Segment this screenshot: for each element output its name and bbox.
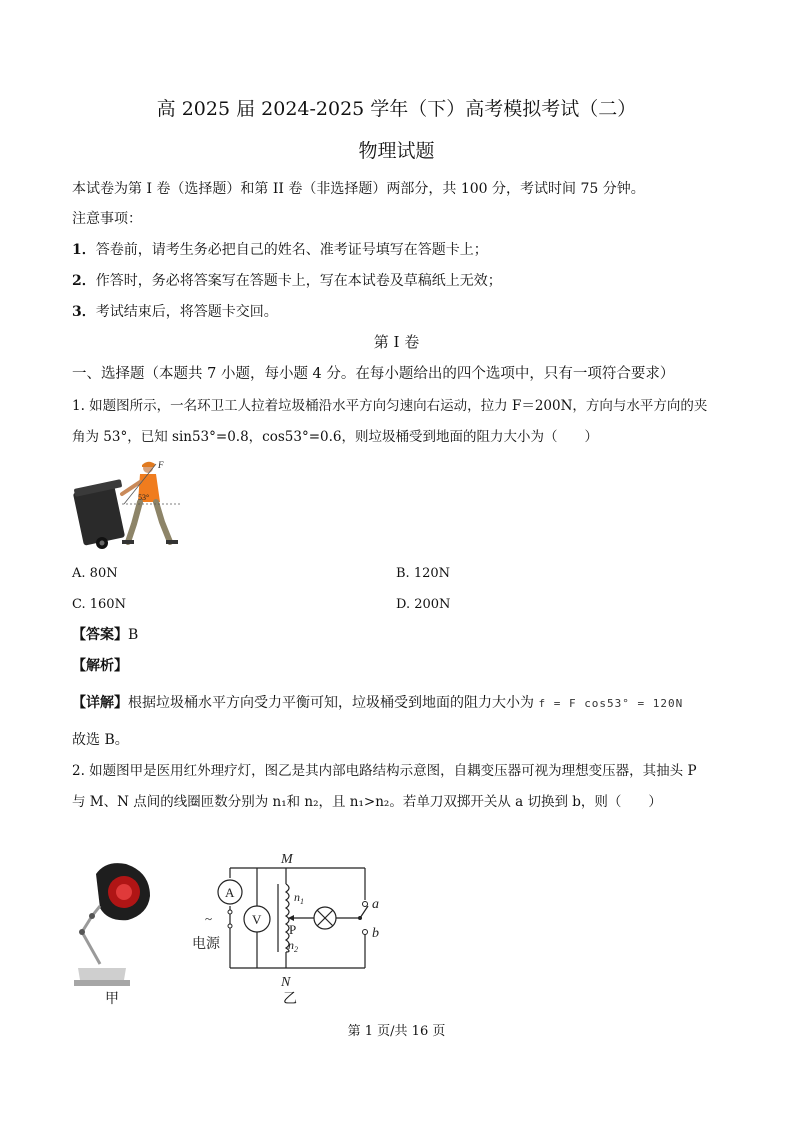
q2-stem-line2: 与 M、N 点间的线圈匝数分别为 n₁和 n₂，且 n₁>n₂。若单刀双掷开关从 a 切换到 b，则（ ） [72, 794, 662, 810]
exam-title: 高 2025 届 2024-2025 学年（下）高考模拟考试（二） [156, 98, 637, 120]
q2-stem-line1: 2. 如题图甲是医用红外理疗灯，图乙是其内部电路结构示意图，自耦变压器可视为理想变压器，其抽头 P [72, 763, 697, 779]
contact-b-icon [363, 930, 368, 935]
force-label: F [158, 460, 164, 470]
intro-text: 本试卷为第 I 卷（选择题）和第 II 卷（非选择题）两部分，共 100 分，考试时间 75 分钟。 [72, 181, 645, 197]
source-terminal-icon [228, 924, 232, 928]
contact-a-icon [363, 902, 368, 907]
infrared-lamp-icon [74, 863, 150, 986]
q1-answer [72, 626, 138, 644]
voltmeter-label: V [252, 912, 262, 927]
svg-text:n1 [294, 890, 304, 906]
switch-pivot-icon [358, 916, 362, 920]
note-text: 考试结束后，将答题卡交回。 [95, 304, 278, 320]
trash-bin-icon [73, 479, 125, 549]
note-number: 3． [72, 304, 96, 320]
q1-option-d [396, 596, 450, 614]
answer-value: B [128, 627, 139, 643]
option-letter: B. [396, 566, 410, 581]
option-letter: A. [72, 566, 86, 581]
q1-option-b [396, 565, 450, 583]
coil-label-n2-sub: 2 [294, 945, 298, 954]
note-text: 作答时，务必将答案写在答题卡上，写在本试卷及草稿纸上无效； [95, 273, 502, 289]
q1-conclusion: 故选 B。 [72, 732, 129, 748]
note-text: 答卷前，请考生务必把自己的姓名、准考证号填写在答题卡上； [95, 242, 488, 258]
q1-analysis-tag: 【解析】 [72, 658, 128, 674]
note-number: 2． [72, 273, 96, 289]
detail-formula: f = F cos53° = 120N [538, 697, 684, 710]
q1-detail [72, 694, 683, 713]
notes-heading: 注意事项： [72, 211, 142, 227]
coil-label-n1-sub: 1 [300, 897, 304, 906]
node-label-n: N [281, 975, 291, 990]
source-terminal-icon [228, 910, 232, 914]
q2-lamp-figure [70, 856, 160, 1012]
q1-stem-line2: 角为 53°，已知 sin53°=0.8，cos53°=0.6，则垃圾桶受到地面的阻力大小为（ ） [72, 429, 598, 445]
detail-text: 根据垃圾桶水平方向受力平衡可知，垃圾桶受到地面的阻力大小为 [128, 695, 534, 711]
worker-icon [122, 462, 178, 544]
coil-label-n2: n [288, 938, 294, 952]
section-title: 第 I 卷 [373, 333, 420, 351]
q1-worker-figure [72, 458, 184, 552]
q2-circuit-figure [190, 848, 390, 1010]
contact-label-b: b [372, 926, 379, 941]
note-item [72, 303, 278, 321]
contact-label-a: a [372, 897, 379, 912]
note-item [72, 241, 488, 259]
q1-option-a [72, 565, 118, 583]
figure-caption-yi: 乙 [283, 991, 297, 1007]
ammeter-label: A [225, 885, 235, 900]
detail-tag: 【详解】 [72, 695, 128, 711]
option-text: 120N [413, 566, 451, 581]
option-text: 160N [89, 597, 126, 612]
option-letter: C. [72, 597, 86, 612]
figure-caption-jia: 甲 [105, 991, 119, 1007]
bulb-icon [314, 907, 336, 929]
note-number: 1． [72, 242, 96, 258]
note-item [72, 272, 502, 290]
exam-subject: 物理试题 [358, 140, 435, 162]
answer-tag: 【答案】 [72, 627, 128, 643]
source-label: 电源 [192, 937, 220, 952]
part-heading: 一、选择题（本题共 7 小题，每小题 4 分。在每小题给出的四个选项中，只有一项符合要求） [72, 366, 675, 382]
option-text: 80N [89, 566, 118, 581]
option-text: 200N [414, 597, 451, 612]
q1-stem-line1: 1. 如题图所示，一名环卫工人拉着垃圾桶沿水平方向匀速向右运动，拉力 F＝200N，方向与水平方向的夹 [72, 398, 708, 414]
coil-label-n1: n [294, 890, 300, 904]
svg-text:n2 [288, 938, 298, 954]
page-number: 第 1 页/共 16 页 [347, 1024, 446, 1039]
tap-label-p: P [289, 922, 297, 937]
angle-label: 53° [138, 493, 150, 502]
q1-option-c [72, 596, 126, 614]
option-letter: D. [396, 597, 411, 612]
ac-symbol: ~ [205, 911, 213, 926]
node-label-m: M [281, 852, 293, 867]
